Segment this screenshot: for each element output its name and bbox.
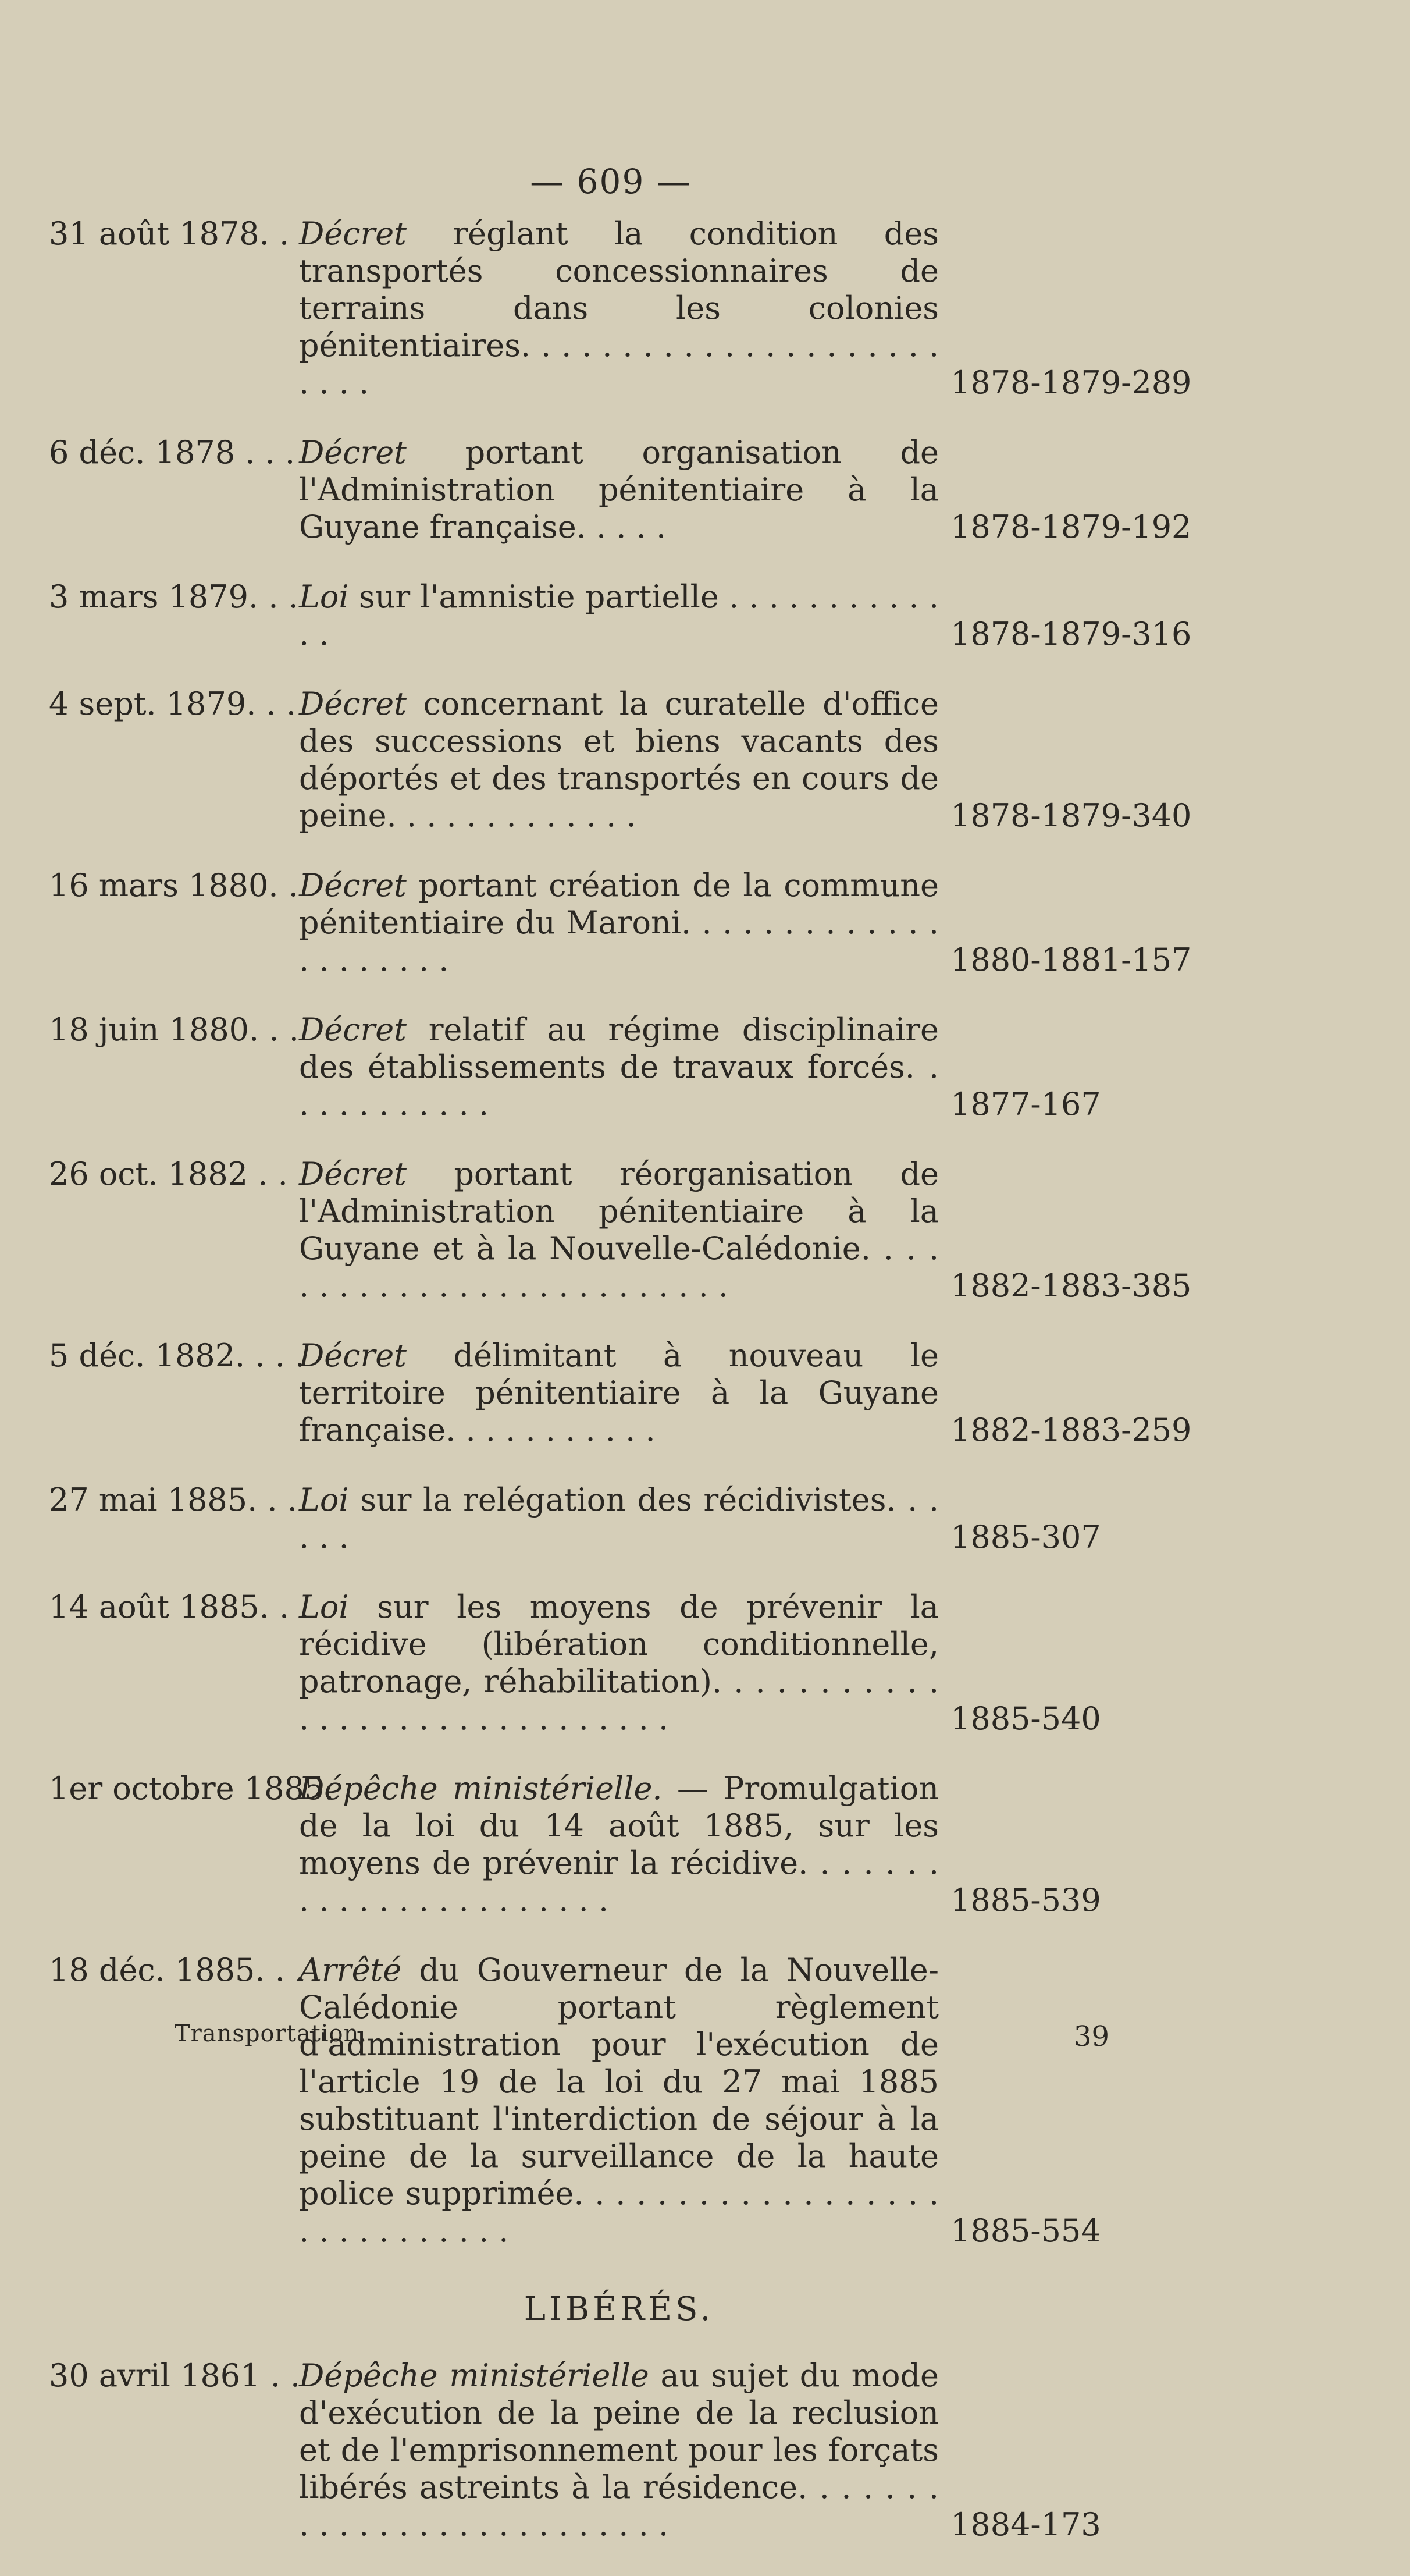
entry-text	[299, 685, 939, 834]
entry-body: réglant la condition des transportés concessionnaires de terrains dans les colonies pénitentiaires. . . . . . . . . . . . . . . . . . . . . . . . .	[299, 215, 939, 401]
entry-lead: Décret	[299, 1156, 407, 1192]
entry-lead: Décret	[299, 1011, 407, 1048]
entry-text	[299, 578, 939, 653]
entry-reference: 1885-554	[950, 2212, 1101, 2249]
entry-reference: 1878-1879-289	[950, 364, 1192, 401]
page-number: — 609 —	[530, 162, 692, 201]
list-item	[49, 685, 1192, 834]
entry-date: 18 juin 1880. . .	[49, 1011, 299, 1048]
entry-text	[299, 1156, 939, 1305]
entry-reference: 1882-1883-259	[950, 1412, 1192, 1448]
list-item	[49, 1337, 1192, 1449]
section-heading: LIBÉRÉS.	[524, 2290, 714, 2328]
entry-reference: 1878-1879-316	[950, 616, 1192, 652]
entry-lead: Décret	[299, 867, 407, 904]
entry-reference: 1877-167	[950, 1086, 1101, 1122]
entry-date: 4 sept. 1879. . .	[49, 685, 297, 722]
running-footer: Transportation.	[175, 2020, 368, 2047]
entry-list	[49, 215, 1192, 2576]
entry-text	[299, 2357, 939, 2543]
list-item	[49, 2357, 1183, 2543]
entry-reference: 1882-1883-385	[950, 1267, 1192, 1304]
entry-body: sur l'amnistie partielle . . . . . . . . . . . . .	[299, 578, 939, 652]
entry-date: 18 déc. 1885. . .	[49, 1952, 305, 1988]
entry-date: 6 déc. 1878 . . .	[49, 434, 295, 471]
entry-lead: Arrêté	[299, 1952, 402, 1988]
entry-lead: Loi	[299, 578, 349, 615]
entry-date: 30 avril 1861 . .	[49, 2357, 301, 2394]
entry-date: 31 août 1878. .	[49, 215, 290, 252]
list-item	[49, 1011, 1183, 1123]
list-item	[49, 215, 1192, 401]
entry-lead: Décret	[299, 434, 407, 471]
entry-text	[299, 215, 939, 401]
entry-body: relatif au régime disciplinaire des établissements de travaux forcés. . . . . . . . . . . .	[299, 1011, 939, 1122]
entry-body: concernant la curatelle d'office des successions et biens vacants des déportés et des transportés en cours de peine. . . . . . . . . . . . .	[299, 685, 939, 834]
entry-date: 27 mai 1885. . .	[49, 1481, 297, 1518]
list-item	[49, 867, 1192, 979]
entry-text	[299, 1481, 939, 1556]
entry-text	[299, 1337, 939, 1449]
entry-body: sur les moyens de prévenir la récidive (libération conditionnelle, patronage, réhabilitation). . . . . . . . . . . . . . . . . . . . . . . . . . . . . .	[299, 1589, 939, 1737]
entry-reference: 1885-540	[950, 1700, 1101, 1737]
entry-date: 3 mars 1879. . .	[49, 578, 298, 615]
entry-text	[299, 1952, 939, 2250]
entry-reference: 1885-307	[950, 1519, 1101, 1555]
signature-mark: 39	[1074, 2020, 1110, 2053]
entry-lead: Loi	[299, 1589, 349, 1625]
entry-body: portant réorganisation de l'Administration pénitentiaire à la Guyane et à la Nouvelle-Calédonie. . . . . . . . . . . . . . . . . . . . . . . . . .	[299, 1156, 939, 1304]
entry-date: 5 déc. 1882. . . .	[49, 1337, 305, 1374]
entry-date: 26 oct. 1882 . .	[49, 1156, 288, 1192]
list-item	[49, 1481, 1183, 1556]
entry-body: portant organisation de l'Administration pénitentiaire à la Guyane française. . . . .	[299, 434, 939, 545]
entry-text	[299, 1589, 939, 1738]
entry-lead: Dépêche ministérielle	[299, 2357, 649, 2394]
entry-lead: Dépêche ministérielle.	[299, 1770, 663, 1807]
list-item	[49, 1952, 1183, 2250]
entry-date: 14 août 1885. . .	[49, 1589, 309, 1625]
entry-reference: 1880-1881-157	[950, 941, 1192, 978]
entry-reference: 1878-1879-340	[950, 797, 1192, 834]
list-item	[49, 1589, 1183, 1738]
entry-lead: Décret	[299, 215, 407, 252]
entry-date: 16 mars 1880. .	[49, 867, 298, 904]
entry-body: du Gouverneur de la Nouvelle-Calédonie portant règlement d'administration pour l'exécution de l'article 19 de la loi du 27 mai 1885 substituant l'interdiction de séjour à la peine de la surveillance de la haute police supprimée. . . . . . . . . . . . . . . . . . . . . . . . . . . . .	[299, 1952, 939, 2249]
entry-text	[299, 1011, 939, 1123]
list-item	[49, 434, 1192, 546]
entry-reference: 1885-539	[950, 1882, 1101, 1918]
entry-text	[299, 867, 939, 979]
list-item	[49, 578, 1192, 653]
list-item	[49, 1770, 1183, 1919]
entry-reference: 1878-1879-192	[950, 509, 1192, 545]
entry-text	[299, 1770, 939, 1919]
entry-text	[299, 434, 939, 546]
entry-reference: 1884-173	[950, 2506, 1101, 2543]
entry-body: au sujet du mode d'exécution de la peine de la reclusion et de l'emprisonnement pour les forçats libérés astreints à la résidence. . . . . . . . . . . . . . . . . . . . . . . . . .	[299, 2357, 939, 2543]
entry-date: 1er octobre 1885.	[49, 1770, 334, 1807]
entry-body: sur la relégation des récidivistes. . . . . .	[299, 1481, 939, 1555]
entry-lead: Décret	[299, 1337, 407, 1374]
entry-lead: Décret	[299, 685, 407, 722]
entry-body: délimitant à nouveau le territoire pénitentiaire à la Guyane française. . . . . . . . . . .	[299, 1337, 939, 1448]
entry-lead: Loi	[299, 1481, 349, 1518]
entry-body: portant création de la commune pénitentiaire du Maroni. . . . . . . . . . . . . . . . . . . . .	[299, 867, 939, 978]
entry-body: — Promulgation de la loi du 14 août 1885, sur les moyens de prévenir la récidive. . . . . . . . . . . . . . . . . . . . . . .	[299, 1770, 939, 1918]
list-item	[49, 1156, 1192, 1305]
